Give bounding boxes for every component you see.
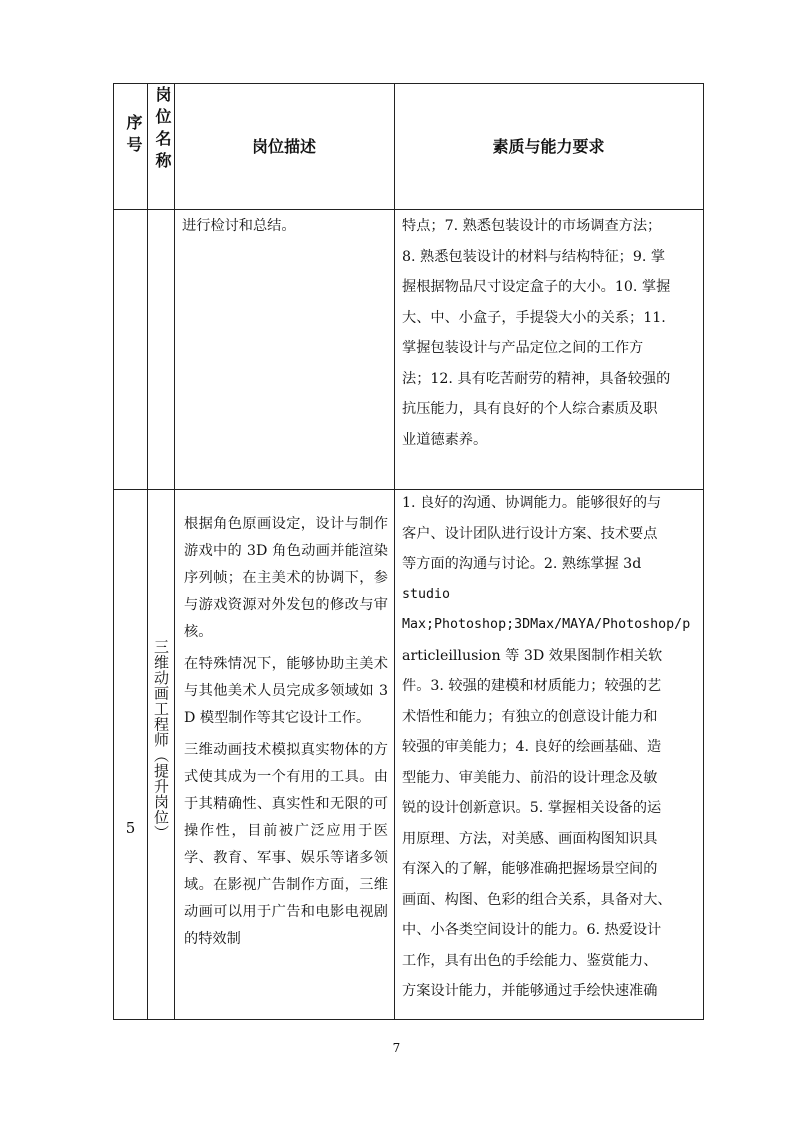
- row-description: [184, 511, 388, 958]
- header-position-name: 岗位名称: [153, 86, 172, 174]
- req-line: 8. 熟悉包装设计的材料与结构特征；9. 掌: [402, 248, 666, 265]
- req-line: 用原理、方法，对美感、画面构图知识具: [402, 830, 658, 847]
- req-line: 较强的审美能力；4. 良好的绘画基础、造: [402, 739, 662, 755]
- col-divider: [394, 84, 395, 1019]
- header-requirements: 素质与能力要求: [492, 137, 605, 156]
- req-line: 握根据物品尺寸设定盒子的大小。10. 掌握: [402, 279, 671, 295]
- header-description: 岗位描述: [251, 137, 316, 156]
- page-number: 7: [392, 1041, 401, 1055]
- col-divider: [174, 84, 175, 1019]
- header-seq: 序号: [124, 114, 143, 158]
- req-line: Max;Photoshop;3DMax/MAYA/Photoshop/p: [402, 617, 691, 632]
- row-requirements: [402, 488, 700, 1007]
- req-line: 工作，具有出色的手绘能力、鉴赏能力、: [402, 952, 658, 969]
- req-line: 方案设计能力，并能够通过手绘快速准确: [402, 983, 658, 999]
- row-continued-requirements: [402, 211, 698, 455]
- req-line: 画面、构图、色彩的组合关系，具备对大、: [402, 891, 672, 908]
- req-line: 等方面的沟通与讨论。2. 熟练掌握 3d: [402, 556, 642, 572]
- description-paragraph: 根据角色原画设定，设计与制作游戏中的 3D 角色动画并能渲染序列帧；在主美术的协调下，参与游戏资源对外发包的修改与审核。: [184, 516, 388, 640]
- req-line: 业道德素养。: [402, 431, 488, 448]
- row-seq: 5: [125, 819, 136, 837]
- description-paragraph: 在特殊情况下，能够协助主美术与其他美术人员完成多领域如 3D 模型制作等其它设计工作。: [184, 656, 388, 726]
- row-position-name: 三维动画工程师（提升岗位）: [152, 639, 170, 841]
- job-table: [113, 83, 704, 1020]
- req-line: 件。3. 较强的建模和材质能力；较强的艺: [402, 678, 662, 694]
- req-line: 中、小各类空间设计的能力。6. 热爱设计: [402, 922, 662, 938]
- req-line: 特点；7. 熟悉包装设计的市场调查方法；: [402, 218, 662, 234]
- req-line: 掌握包装设计与产品定位之间的工作方: [402, 340, 644, 356]
- req-line: 型能力、审美能力、前沿的设计理念及敏: [402, 769, 658, 786]
- req-line: 抗压能力，具有良好的个人综合素质及职: [402, 401, 658, 417]
- description-paragraph: 三维动画技术模拟真实物体的方式使其成为一个有用的工具。由于其精确性、真实性和无限的可操作性，目前被广泛应用于医学、教育、军事、娱乐等诸多领域。在影视广告制作方面，三维动画可以用于广告和电影电视剧的特效制: [184, 742, 388, 947]
- row-divider: [114, 209, 703, 210]
- req-line: articleillusion 等 3D 效果图制作相关软: [402, 647, 663, 664]
- req-line: 锐的设计创新意识。5. 掌握相关设备的运: [402, 800, 662, 816]
- row-continued-description: 进行检讨和总结。: [182, 218, 296, 234]
- req-line: 1. 良好的沟通、协调能力。能够很好的与: [402, 495, 662, 511]
- req-line: 有深入的了解，能够准确把握场景空间的: [402, 861, 658, 877]
- req-line: 客户、设计团队进行设计方案、技术要点: [402, 525, 658, 542]
- col-divider: [147, 84, 148, 1019]
- req-line: 大、中、小盒子，手提袋大小的关系；11.: [402, 309, 666, 326]
- req-line: 术悟性和能力；有独立的创意设计能力和: [402, 708, 658, 725]
- req-line: studio: [402, 586, 451, 602]
- req-line: 法；12. 具有吃苦耐劳的精神，具备较强的: [402, 370, 671, 387]
